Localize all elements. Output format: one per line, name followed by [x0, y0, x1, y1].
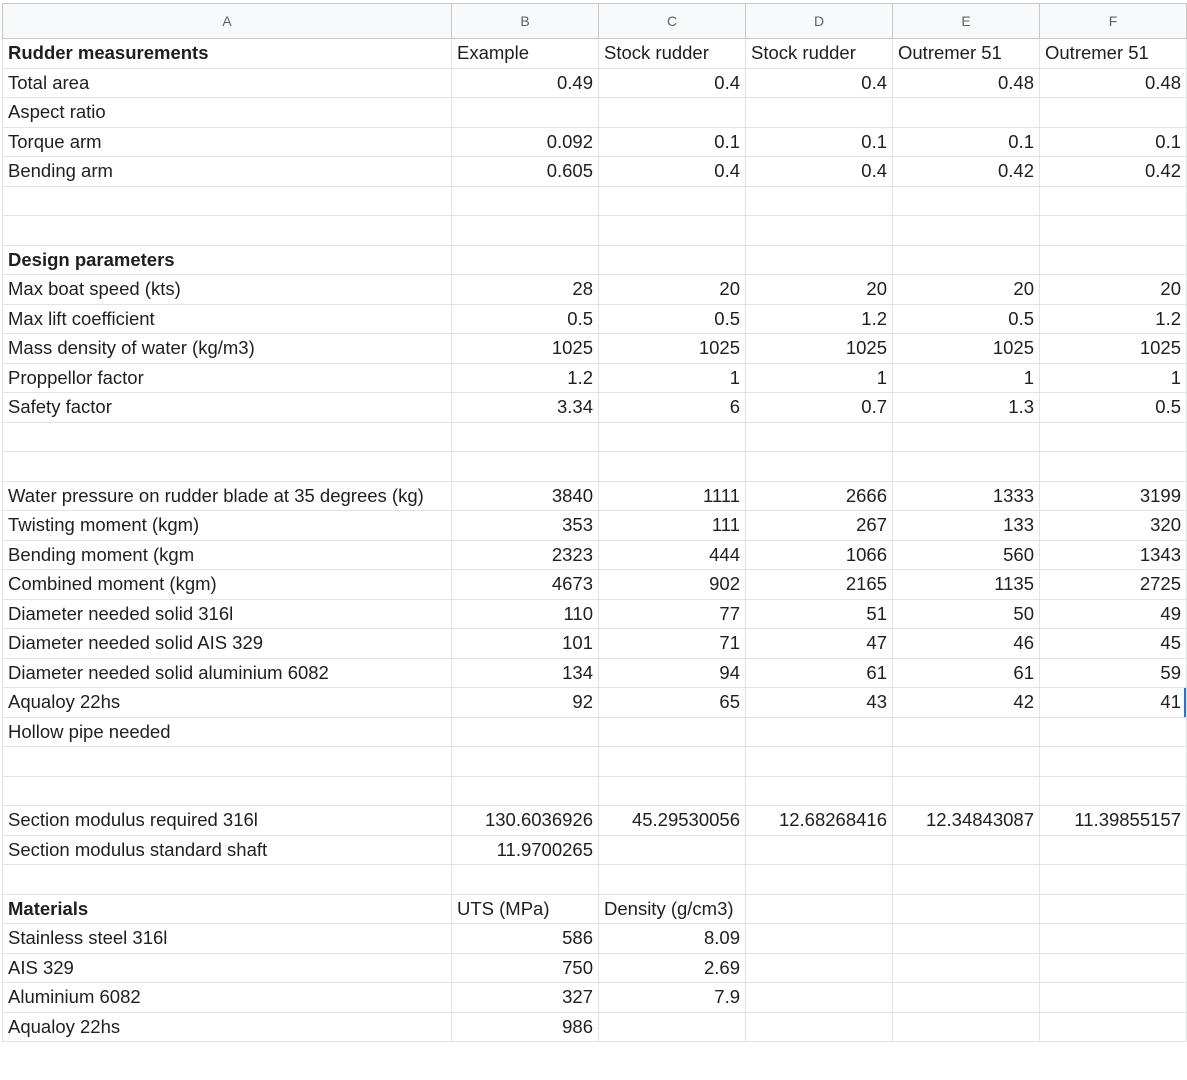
cell-c30[interactable]: Density (g/cm3): [599, 894, 746, 924]
cell-b23[interactable]: 92: [452, 688, 599, 718]
cell-c9[interactable]: 20: [599, 275, 746, 305]
cell-f30[interactable]: [1040, 894, 1187, 924]
cell-f21[interactable]: 45: [1040, 629, 1187, 659]
cell-d27[interactable]: 12.68268416: [746, 806, 893, 836]
cell-f8[interactable]: [1040, 245, 1187, 275]
cell-d31[interactable]: [746, 924, 893, 954]
cell-a34[interactable]: Aqualoy 22hs: [3, 1012, 452, 1042]
cell-f6[interactable]: [1040, 186, 1187, 216]
cell-a15[interactable]: [3, 452, 452, 482]
table-row: [3, 275, 1187, 305]
cell-a10[interactable]: Max lift coefficient: [3, 304, 452, 334]
cell-e23[interactable]: 42: [893, 688, 1040, 718]
cell-a24[interactable]: Hollow pipe needed: [3, 717, 452, 747]
cell-e21[interactable]: 46: [893, 629, 1040, 659]
cell-b10[interactable]: 0.5: [452, 304, 599, 334]
cell-a7[interactable]: [3, 216, 452, 246]
cell-d19[interactable]: 2165: [746, 570, 893, 600]
cell-c23[interactable]: 65: [599, 688, 746, 718]
cell-e8[interactable]: [893, 245, 1040, 275]
table-row: [3, 776, 1187, 806]
cell-f14[interactable]: [1040, 422, 1187, 452]
cell-b21[interactable]: 101: [452, 629, 599, 659]
table-row: [3, 481, 1187, 511]
cell-d34[interactable]: [746, 1012, 893, 1042]
cell-e32[interactable]: [893, 953, 1040, 983]
cell-d5[interactable]: 0.4: [746, 157, 893, 187]
cell-f27[interactable]: 11.39855157: [1040, 806, 1187, 836]
cell-b3[interactable]: [452, 98, 599, 128]
column-header-b[interactable]: B: [452, 4, 599, 39]
cell-b14[interactable]: [452, 422, 599, 452]
cell-c1[interactable]: Stock rudder: [599, 39, 746, 69]
cell-f5[interactable]: 0.42: [1040, 157, 1187, 187]
cell-a18[interactable]: Bending moment (kgm: [3, 540, 452, 570]
table-row: [3, 393, 1187, 423]
cell-a4[interactable]: Torque arm: [3, 127, 452, 157]
cell-c29[interactable]: [599, 865, 746, 895]
cell-d9[interactable]: 20: [746, 275, 893, 305]
cell-c22[interactable]: 94: [599, 658, 746, 688]
cell-f9[interactable]: 20: [1040, 275, 1187, 305]
column-header-f[interactable]: F: [1040, 4, 1187, 39]
cell-a33[interactable]: Aluminium 6082: [3, 983, 452, 1013]
cell-b12[interactable]: 1.2: [452, 363, 599, 393]
cell-b11[interactable]: 1025: [452, 334, 599, 364]
table-row: [3, 452, 1187, 482]
cell-c21[interactable]: 71: [599, 629, 746, 659]
cell-f26[interactable]: [1040, 776, 1187, 806]
table-row: [3, 127, 1187, 157]
column-header-e[interactable]: E: [893, 4, 1040, 39]
cell-d17[interactable]: 267: [746, 511, 893, 541]
cell-f20[interactable]: 49: [1040, 599, 1187, 629]
table-row: [3, 865, 1187, 895]
cell-b16[interactable]: 3840: [452, 481, 599, 511]
cell-d14[interactable]: [746, 422, 893, 452]
cell-d22[interactable]: 61: [746, 658, 893, 688]
table-row: [3, 68, 1187, 98]
cell-e24[interactable]: [893, 717, 1040, 747]
table-row: [3, 98, 1187, 128]
cell-f22[interactable]: 59: [1040, 658, 1187, 688]
cell-d25[interactable]: [746, 747, 893, 777]
cell-e4[interactable]: 0.1: [893, 127, 1040, 157]
cell-f17[interactable]: 320: [1040, 511, 1187, 541]
column-header-d[interactable]: D: [746, 4, 893, 39]
cell-d16[interactable]: 2666: [746, 481, 893, 511]
table-row: [3, 245, 1187, 275]
cell-f7[interactable]: [1040, 216, 1187, 246]
cell-f23[interactable]: 41: [1040, 688, 1187, 718]
table-row: [3, 717, 1187, 747]
table-row: [3, 894, 1187, 924]
column-header-c[interactable]: C: [599, 4, 746, 39]
cell-e30[interactable]: [893, 894, 1040, 924]
cell-e18[interactable]: 560: [893, 540, 1040, 570]
table-row: [3, 304, 1187, 334]
cell-e3[interactable]: [893, 98, 1040, 128]
cell-c6[interactable]: [599, 186, 746, 216]
cell-b24[interactable]: [452, 717, 599, 747]
cell-c18[interactable]: 444: [599, 540, 746, 570]
cell-c8[interactable]: [599, 245, 746, 275]
cell-b29[interactable]: [452, 865, 599, 895]
cell-b15[interactable]: [452, 452, 599, 482]
cell-b13[interactable]: 3.34: [452, 393, 599, 423]
cell-d3[interactable]: [746, 98, 893, 128]
cell-c27[interactable]: 45.29530056: [599, 806, 746, 836]
cell-a8[interactable]: Design parameters: [3, 245, 452, 275]
cell-d18[interactable]: 1066: [746, 540, 893, 570]
table-row: [3, 186, 1187, 216]
cell-d33[interactable]: [746, 983, 893, 1013]
cell-e20[interactable]: 50: [893, 599, 1040, 629]
cell-c32[interactable]: 2.69: [599, 953, 746, 983]
cell-b32[interactable]: 750: [452, 953, 599, 983]
cell-e31[interactable]: [893, 924, 1040, 954]
cell-a30[interactable]: Materials: [3, 894, 452, 924]
cell-f15[interactable]: [1040, 452, 1187, 482]
table-row: [3, 511, 1187, 541]
cell-e13[interactable]: 1.3: [893, 393, 1040, 423]
cell-b7[interactable]: [452, 216, 599, 246]
cell-c14[interactable]: [599, 422, 746, 452]
cell-a28[interactable]: Section modulus standard shaft: [3, 835, 452, 865]
cell-e19[interactable]: 1135: [893, 570, 1040, 600]
cell-e1[interactable]: Outremer 51: [893, 39, 1040, 69]
cell-e2[interactable]: 0.48: [893, 68, 1040, 98]
cell-e11[interactable]: 1025: [893, 334, 1040, 364]
cell-b28[interactable]: 11.9700265: [452, 835, 599, 865]
cell-f3[interactable]: [1040, 98, 1187, 128]
cell-b18[interactable]: 2323: [452, 540, 599, 570]
table-row: [3, 983, 1187, 1013]
table-row: [3, 924, 1187, 954]
cell-a20[interactable]: Diameter needed solid 316l: [3, 599, 452, 629]
cell-e9[interactable]: 20: [893, 275, 1040, 305]
cell-c31[interactable]: 8.09: [599, 924, 746, 954]
cell-c34[interactable]: [599, 1012, 746, 1042]
cell-d26[interactable]: [746, 776, 893, 806]
cell-a17[interactable]: Twisting moment (kgm): [3, 511, 452, 541]
cell-a6[interactable]: [3, 186, 452, 216]
cell-d32[interactable]: [746, 953, 893, 983]
cell-d8[interactable]: [746, 245, 893, 275]
column-header-row: [3, 4, 1187, 39]
table-row: [3, 835, 1187, 865]
cell-d21[interactable]: 47: [746, 629, 893, 659]
cell-d10[interactable]: 1.2: [746, 304, 893, 334]
cell-c20[interactable]: 77: [599, 599, 746, 629]
cell-e12[interactable]: 1: [893, 363, 1040, 393]
cell-a5[interactable]: Bending arm: [3, 157, 452, 187]
cell-f28[interactable]: [1040, 835, 1187, 865]
cell-c24[interactable]: [599, 717, 746, 747]
table-row: [3, 422, 1187, 452]
cell-e5[interactable]: 0.42: [893, 157, 1040, 187]
cell-a2[interactable]: Total area: [3, 68, 452, 98]
cell-f33[interactable]: [1040, 983, 1187, 1013]
cell-e34[interactable]: [893, 1012, 1040, 1042]
cell-f10[interactable]: 1.2: [1040, 304, 1187, 334]
table-row: [3, 570, 1187, 600]
cell-b6[interactable]: [452, 186, 599, 216]
cell-f24[interactable]: [1040, 717, 1187, 747]
cell-d30[interactable]: [746, 894, 893, 924]
table-row: [3, 806, 1187, 836]
cell-b19[interactable]: 4673: [452, 570, 599, 600]
cell-e25[interactable]: [893, 747, 1040, 777]
cell-b20[interactable]: 110: [452, 599, 599, 629]
cell-b4[interactable]: 0.092: [452, 127, 599, 157]
cell-b31[interactable]: 586: [452, 924, 599, 954]
cell-f19[interactable]: 2725: [1040, 570, 1187, 600]
cell-b26[interactable]: [452, 776, 599, 806]
cell-b2[interactable]: 0.49: [452, 68, 599, 98]
cell-d7[interactable]: [746, 216, 893, 246]
cell-e10[interactable]: 0.5: [893, 304, 1040, 334]
cell-d12[interactable]: 1: [746, 363, 893, 393]
spreadsheet-grid: [2, 3, 1187, 1042]
cell-c15[interactable]: [599, 452, 746, 482]
cell-e22[interactable]: 61: [893, 658, 1040, 688]
table-row: [3, 363, 1187, 393]
cell-c28[interactable]: [599, 835, 746, 865]
cell-a11[interactable]: Mass density of water (kg/m3): [3, 334, 452, 364]
cell-e29[interactable]: [893, 865, 1040, 895]
cell-d28[interactable]: [746, 835, 893, 865]
cell-d24[interactable]: [746, 717, 893, 747]
cell-d4[interactable]: 0.1: [746, 127, 893, 157]
cell-d11[interactable]: 1025: [746, 334, 893, 364]
cell-c11[interactable]: 1025: [599, 334, 746, 364]
cell-f11[interactable]: 1025: [1040, 334, 1187, 364]
cell-a21[interactable]: Diameter needed solid AIS 329: [3, 629, 452, 659]
cell-a3[interactable]: Aspect ratio: [3, 98, 452, 128]
table-row: [3, 157, 1187, 187]
cell-a19[interactable]: Combined moment (kgm): [3, 570, 452, 600]
cell-e16[interactable]: 1333: [893, 481, 1040, 511]
cell-a31[interactable]: Stainless steel 316l: [3, 924, 452, 954]
cell-f25[interactable]: [1040, 747, 1187, 777]
cell-c16[interactable]: 1111: [599, 481, 746, 511]
cell-f12[interactable]: 1: [1040, 363, 1187, 393]
cell-d13[interactable]: 0.7: [746, 393, 893, 423]
cell-a23[interactable]: Aqualoy 22hs: [3, 688, 452, 718]
cell-e15[interactable]: [893, 452, 1040, 482]
table-row: [3, 334, 1187, 364]
cell-e26[interactable]: [893, 776, 1040, 806]
cell-f16[interactable]: 3199: [1040, 481, 1187, 511]
table-row: [3, 1012, 1187, 1042]
cell-c25[interactable]: [599, 747, 746, 777]
cell-a27[interactable]: Section modulus required 316l: [3, 806, 452, 836]
cell-b8[interactable]: [452, 245, 599, 275]
table-row: [3, 39, 1187, 69]
cell-c12[interactable]: 1: [599, 363, 746, 393]
cell-b33[interactable]: 327: [452, 983, 599, 1013]
cell-f2[interactable]: 0.48: [1040, 68, 1187, 98]
table-row: [3, 747, 1187, 777]
cell-e7[interactable]: [893, 216, 1040, 246]
cell-a13[interactable]: Safety factor: [3, 393, 452, 423]
cell-b5[interactable]: 0.605: [452, 157, 599, 187]
cell-f1[interactable]: Outremer 51: [1040, 39, 1187, 69]
cell-f29[interactable]: [1040, 865, 1187, 895]
cell-a12[interactable]: Proppellor factor: [3, 363, 452, 393]
cell-b27[interactable]: 130.6036926: [452, 806, 599, 836]
cell-c5[interactable]: 0.4: [599, 157, 746, 187]
cell-a25[interactable]: [3, 747, 452, 777]
cell-a22[interactable]: Diameter needed solid aluminium 6082: [3, 658, 452, 688]
cell-e28[interactable]: [893, 835, 1040, 865]
cell-b25[interactable]: [452, 747, 599, 777]
cell-c33[interactable]: 7.9: [599, 983, 746, 1013]
table-row: [3, 658, 1187, 688]
cell-b9[interactable]: 28: [452, 275, 599, 305]
cell-c19[interactable]: 902: [599, 570, 746, 600]
table-row: [3, 540, 1187, 570]
table-row: [3, 953, 1187, 983]
cell-a32[interactable]: AIS 329: [3, 953, 452, 983]
cell-d23[interactable]: 43: [746, 688, 893, 718]
cell-c17[interactable]: 111: [599, 511, 746, 541]
cell-f32[interactable]: [1040, 953, 1187, 983]
cell-f4[interactable]: 0.1: [1040, 127, 1187, 157]
cell-f13[interactable]: 0.5: [1040, 393, 1187, 423]
cell-f18[interactable]: 1343: [1040, 540, 1187, 570]
cell-c13[interactable]: 6: [599, 393, 746, 423]
cell-d6[interactable]: [746, 186, 893, 216]
cell-a1[interactable]: Rudder measurements: [3, 39, 452, 69]
cell-d20[interactable]: 51: [746, 599, 893, 629]
cell-e27[interactable]: 12.34843087: [893, 806, 1040, 836]
cell-f31[interactable]: [1040, 924, 1187, 954]
cell-a16[interactable]: Water pressure on rudder blade at 35 degrees (kg): [3, 481, 452, 511]
cell-e14[interactable]: [893, 422, 1040, 452]
cell-c3[interactable]: [599, 98, 746, 128]
cell-c2[interactable]: 0.4: [599, 68, 746, 98]
cell-a14[interactable]: [3, 422, 452, 452]
cell-c7[interactable]: [599, 216, 746, 246]
cell-e6[interactable]: [893, 186, 1040, 216]
cell-e33[interactable]: [893, 983, 1040, 1013]
cell-f34[interactable]: [1040, 1012, 1187, 1042]
cell-b30[interactable]: UTS (MPa): [452, 894, 599, 924]
cell-b17[interactable]: 353: [452, 511, 599, 541]
cell-d15[interactable]: [746, 452, 893, 482]
table-row: [3, 688, 1187, 718]
table-row: [3, 629, 1187, 659]
cell-a26[interactable]: [3, 776, 452, 806]
cell-e17[interactable]: 133: [893, 511, 1040, 541]
cell-b1[interactable]: Example: [452, 39, 599, 69]
cell-b22[interactable]: 134: [452, 658, 599, 688]
cell-c4[interactable]: 0.1: [599, 127, 746, 157]
cell-c26[interactable]: [599, 776, 746, 806]
cell-d2[interactable]: 0.4: [746, 68, 893, 98]
cell-a9[interactable]: Max boat speed (kts): [3, 275, 452, 305]
cell-d29[interactable]: [746, 865, 893, 895]
cell-d1[interactable]: Stock rudder: [746, 39, 893, 69]
cell-a29[interactable]: [3, 865, 452, 895]
cell-b34[interactable]: 986: [452, 1012, 599, 1042]
table-row: [3, 599, 1187, 629]
cell-c10[interactable]: 0.5: [599, 304, 746, 334]
column-header-a[interactable]: A: [3, 4, 452, 39]
table-row: [3, 216, 1187, 246]
